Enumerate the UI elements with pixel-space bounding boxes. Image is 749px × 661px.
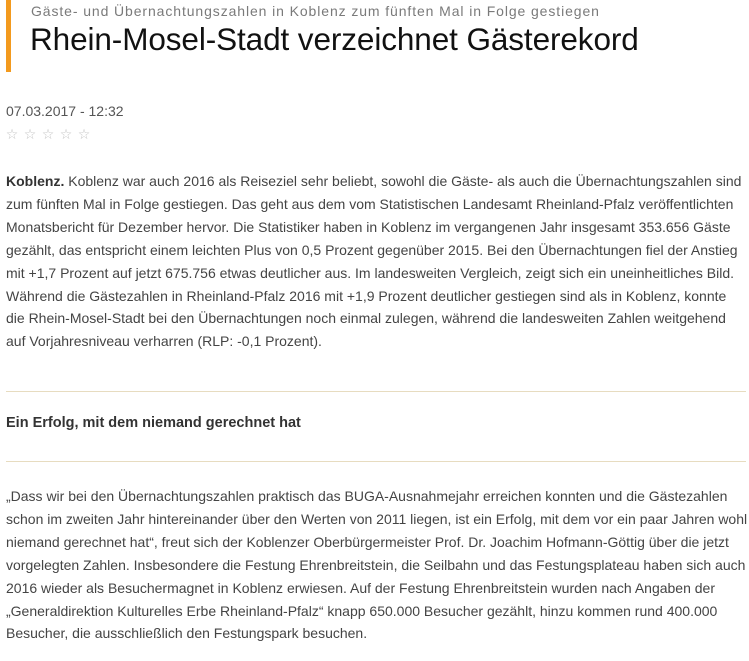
article-date: 07.03.2017 - 12:32 bbox=[6, 103, 124, 119]
article-headline: Rhein-Mosel-Stadt verzeichnet Gästerekord bbox=[30, 21, 639, 57]
article-paragraph-1 bbox=[6, 170, 748, 353]
section-divider bbox=[6, 391, 746, 392]
article-subheading: Ein Erfolg, mit dem niemand gerechnet hat bbox=[6, 415, 301, 431]
article-kicker: Gäste- und Übernachtungszahlen in Koblenz zum fünften Mal in Folge gestiegen bbox=[31, 3, 600, 19]
article-header bbox=[6, 0, 746, 72]
dateline-location: Koblenz. bbox=[6, 173, 65, 189]
star-icon[interactable]: ☆ bbox=[23, 127, 37, 143]
article-paragraph-2: „Dass wir bei den Übernachtungszahlen praktisch das BUGA-Ausnahmejahr erreichen konnten und die Gästezahlen schon im zweiten Jahr hintereinander über den Werten von 2011 liegen, ist ein Erfolg, mit dem vor ein paar Jahren wohl niemand gerechnet hat“, freut sich der Koblenzer Oberbürgermeister Prof. Dr. Joachim Hofmann-Göttig über die jetzt vorgelegten Zahlen. Insbesondere die Festung Ehrenbreitstein, die Seilbahn und das Festungsplateau haben sich auch 2016 wieder als Besuchermagnet in Koblenz erwiesen. Auf der Festung Ehrenbreitstein wurden nach Angaben der „Generaldirektion Kulturelles Erbe Rheinland-Pfalz“ knapp 650.000 Besucher gezählt, hinzu kommen rund 400.000 Besucher, die ausschließlich den Festungspark besuchen. bbox=[6, 488, 748, 642]
paragraph-1-body: Koblenz war auch 2016 als Reiseziel sehr beliebt, sowohl die Gäste- als auch die Übernachtungszahlen sind zum fünften Mal in Folge gestiegen. Das geht aus dem vom Statistischen Landesamt Rheinland-Pfalz veröffentlichten Monatsbericht für Dezember hervor. Die Statistiker haben in Koblenz im vergangenen Jahr insgesamt 353.656 Gäste gezählt, das entspricht einem leichten Plus von 0,5 Prozent gegenüber 2015. Bei den Übernachtungen fiel der Anstieg mit +1,7 Prozent auf jetzt 675.756 etwas deutlicher aus. Im landesweiten Vergleich, zeigt sich ein uneinheitliches Bild. Während die Gästezahlen in Rheinland-Pfalz 2016 mit +1,9 Prozent deutlicher gestiegen sind als in Koblenz, konnte die Rhein-Mosel-Stadt bei den Übernachtungen noch einmal zulegen, während die landesweiten Zahlen weitgehend auf Vorjahresniveau verharren (RLP: -0,1 Prozent). bbox=[6, 173, 742, 350]
star-icon[interactable]: ☆ bbox=[59, 127, 73, 143]
star-icon[interactable]: ☆ bbox=[41, 127, 55, 143]
section-divider bbox=[6, 461, 746, 462]
rating-stars bbox=[5, 126, 91, 144]
star-icon[interactable]: ☆ bbox=[77, 127, 91, 143]
star-icon[interactable]: ☆ bbox=[5, 127, 19, 143]
